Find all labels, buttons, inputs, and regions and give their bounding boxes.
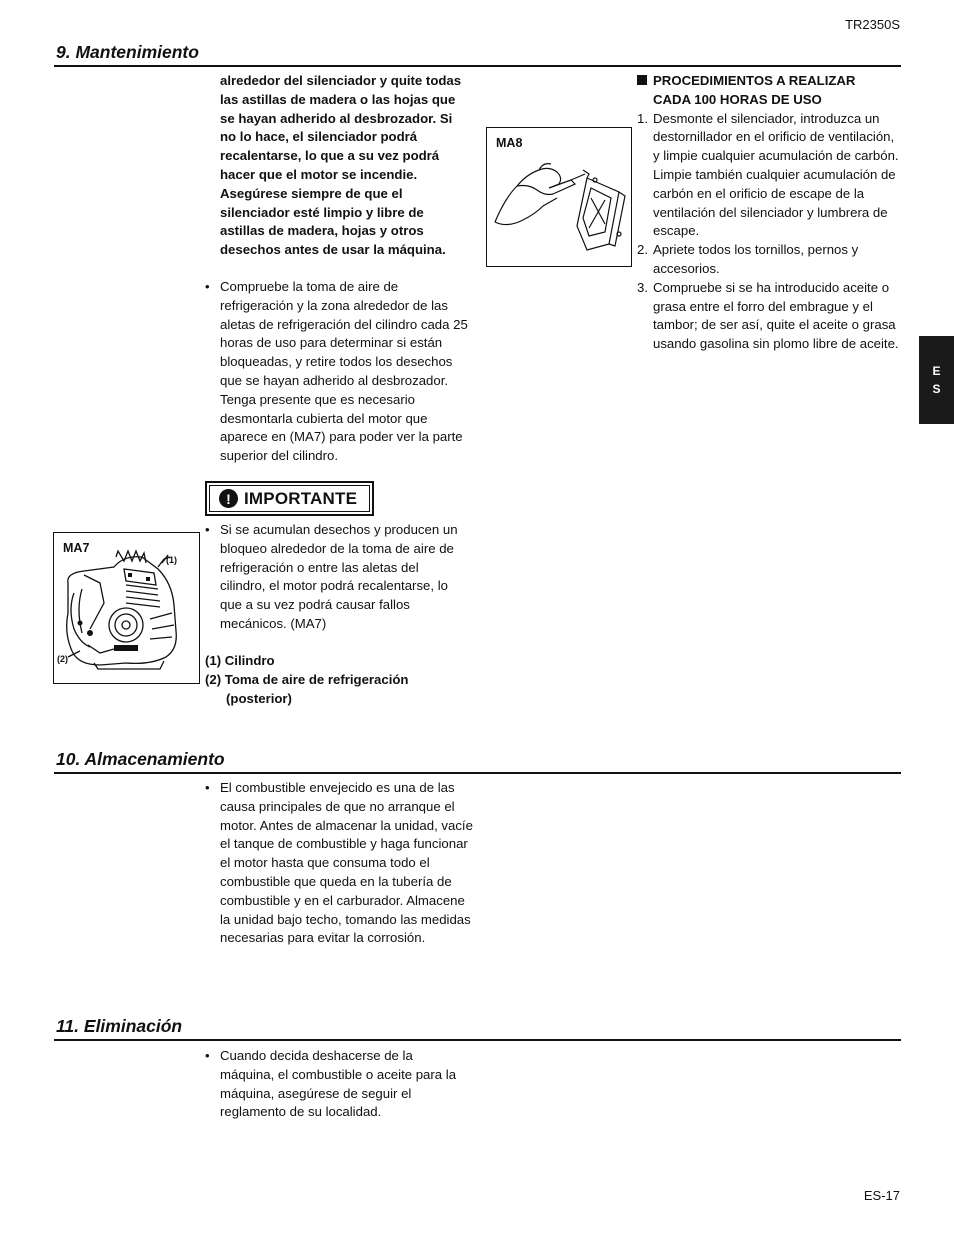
section-title-disposal: 11. Eliminación xyxy=(56,1016,183,1036)
disposal-bullet: • Cuando decida deshacerse de la máquina, el combustible o aceite para la máquina, asegúrese de seguir el reglamento de su localidad. xyxy=(204,1047,466,1122)
important-label: IMPORTANTE xyxy=(244,488,358,508)
procedure-number: 3. xyxy=(637,279,648,295)
procedures-list xyxy=(637,110,902,354)
exclamation-icon: ! xyxy=(219,489,238,508)
section-title-storage: 10. Almacenamiento xyxy=(56,749,225,769)
caption-posterior: (posterior) xyxy=(226,690,292,706)
storage-bullet: • El combustible envejecido es una de las causa principales de que no arranque el motor. Antes de almacenar la unidad, vacíe el tanque de combustible y haga funcionar el motor hasta que consuma todo el combustible que queda en la tubería de combustible y en el carburador. Almacene la unidad bajo techo, tomando las medidas necesarias para evitar la corrosión. xyxy=(204,779,474,948)
maintenance-bullet-list xyxy=(204,278,472,466)
square-bullet-icon xyxy=(637,75,647,85)
section-divider xyxy=(54,1039,901,1041)
procedures-heading xyxy=(637,72,902,91)
disposal-bullet-list xyxy=(204,1047,466,1122)
figure-ma7 xyxy=(53,532,200,684)
figure-ma8 xyxy=(486,127,632,267)
procedure-number: 1. xyxy=(637,110,648,126)
section-title-maintenance: 9. Mantenimiento xyxy=(56,42,199,62)
page-number: ES-17 xyxy=(863,1188,900,1203)
figure-ma8-label: MA8 xyxy=(496,136,523,150)
procedures-heading-line2: CADA 100 HORAS DE USO xyxy=(653,91,822,107)
muffler-warning-text: alrededor del silenciador y quite todas las astillas de madera o las hojas que se hayan adherido al desbrozador. Si no lo hace, el silenciador podrá recalentarse, lo que a su vez podrá hacer que el motor se incendie. Asegúrese siempre de que el silenciador esté limpio y libre de astillas de madera, hojas y otros desechos antes de usar la máquina. xyxy=(220,73,462,258)
language-tab xyxy=(919,336,954,424)
debris-blockage-bullet: • Si se acumulan desechos y producen un bloqueo alrededor de la toma de aire de refrigeración o entre las aletas del cilindro, el motor podrá recalentarse, lo que a su vez podrá causar fallos mecánicos. (MA7) xyxy=(204,521,466,634)
figure-ma7-label: MA7 xyxy=(63,541,90,555)
caption-cylinder: (1) Cilindro xyxy=(205,653,275,668)
procedures-column xyxy=(637,72,902,354)
important-bullet-list xyxy=(204,521,466,634)
engine-illustration xyxy=(54,533,201,685)
procedure-item xyxy=(637,110,902,242)
ma7-captions xyxy=(205,652,465,708)
callout-2: (2) xyxy=(57,654,68,664)
callout-1: (1) xyxy=(166,555,177,565)
procedure-text: Compruebe si se ha introducido aceite o grasa entre el forro del embrague y el tambor; de ser así, quite el aceite o grasa usando gasolina sin plomo libre de aceite. xyxy=(653,279,899,352)
procedure-text: Desmonte el silenciador, introduzca un destornillador en el orificio de ventilación, y limpie cualquier acumulación de carbón. Limpie también cualquier acumulación de carbón en el orificio de escape de la ventilación del silenciador y lumbrera de escape. xyxy=(653,110,899,239)
language-tab-line2: S xyxy=(932,382,941,396)
procedure-text: Apriete todos los tornillos, pernos y accesorios. xyxy=(653,242,859,276)
model-number: TR2350S xyxy=(845,17,900,32)
procedure-number: 2. xyxy=(637,242,648,258)
section-divider xyxy=(54,65,901,67)
storage-bullet-list xyxy=(204,779,474,948)
cooling-air-bullet: • Compruebe la toma de aire de refrigeración y la zona alrededor de las aletas de refrigeración del cilindro cada 25 horas de uso para determinar si están bloqueadas, y retire todos los desechos que se hayan adherido al desbrozador. Tenga presente que es necesario desmontarla cubierta del motor que aparece en (MA7) para poder ver la parte superior del cilindro. xyxy=(204,278,472,466)
caption-air-intake: (2) Toma de aire de refrigeración xyxy=(205,671,409,687)
important-notice xyxy=(205,481,374,516)
muffler-cleaning-illustration xyxy=(487,128,633,268)
maintenance-text-column xyxy=(220,72,470,260)
procedure-item xyxy=(637,241,902,279)
section-divider xyxy=(54,772,901,774)
language-tab-line1: E xyxy=(932,364,941,378)
procedures-heading-line1: PROCEDIMIENTOS A REALIZAR xyxy=(653,73,856,88)
procedure-item xyxy=(637,279,902,354)
